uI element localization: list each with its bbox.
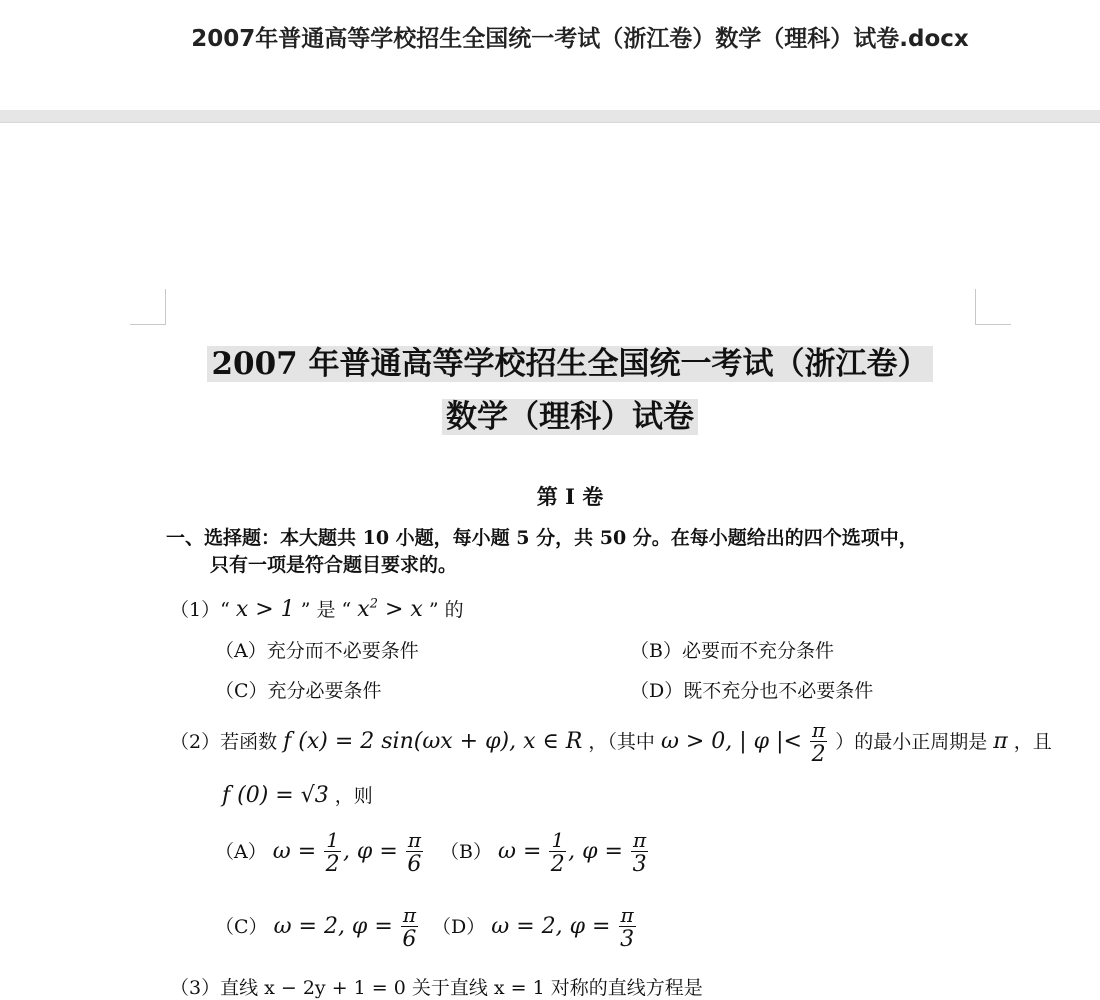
document-title-line2: 数学（理科）试卷 (0, 391, 1100, 436)
q1-option-d: （D）既不充分也不必要条件 (630, 680, 874, 702)
crop-mark-top-left (130, 289, 166, 325)
q2-tail-end: ，且 (1013, 731, 1052, 753)
q2-fraction-pi-over-2: $\frac{\pi}{2}$ (811, 718, 826, 767)
q1-mid: ” 是 “ (300, 599, 352, 621)
q2-note: ，（其中 (588, 731, 655, 753)
section-line2: 只有一项是符合题目要求的。 (210, 554, 458, 576)
question-1-stem (170, 595, 464, 622)
q2-tail: ）的最小正周期是 (835, 731, 988, 753)
q2-option-c: （C） ω = 2, φ = $\frac{\pi}{6}$ (215, 903, 417, 952)
q2-line2-end: ，则 (334, 785, 373, 807)
q2-function: f (x) = 2 sin(ωx + φ), x ∈ R (283, 729, 583, 754)
q2-prefix: （2）若函数 (170, 731, 278, 753)
q1-prefix: （1）“ (170, 599, 230, 621)
q1-option-c: （C）充分必要条件 (215, 680, 382, 702)
q2-option-d: （D） ω = 2, φ = $\frac{\pi}{3}$ (432, 903, 635, 952)
question-2-line2 (222, 781, 373, 808)
title-bar (0, 0, 1100, 110)
crop-mark-top-right (975, 289, 1011, 325)
question-3-stem: （3）直线 x − 2y + 1 = 0 关于直线 x = 1 对称的直线方程是 (170, 977, 703, 999)
section-line1: 一、选择题：本大题共 10 小题，每小题 5 分，共 50 分。在每小题给出的四个选项中， (166, 527, 918, 549)
q1-option-b: （B）必要而不充分条件 (630, 640, 834, 662)
q2-initial-condition: f (0) = √3 (222, 783, 329, 808)
q1-option-a: （A）充分而不必要条件 (215, 640, 419, 662)
page-gutter (0, 110, 1100, 123)
q2-option-a: （A） ω = $\frac{1}{2}$ , φ = $\frac{\pi}{6}$ (215, 828, 422, 877)
q2-option-b: （B） ω = $\frac{1}{2}$ , φ = $\frac{\pi}{3}$ (440, 828, 647, 877)
q1-suffix: ” 的 (428, 599, 464, 621)
question-2-stem (170, 720, 1052, 766)
part-heading: 第 I 卷 (536, 484, 604, 509)
q1-condition1: x > 1 (235, 597, 295, 622)
document-title-line1: 2007 年普通高等学校招生全国统一考试（浙江卷） (0, 338, 1100, 383)
q2-tail-pi: π (993, 729, 1008, 754)
q2-condition: ω > 0, | φ |< (660, 729, 802, 754)
document-page (0, 123, 1100, 999)
section-instructions (166, 525, 1006, 579)
document-filename: 2007年普通高等学校招生全国统一考试（浙江卷）数学（理科）试卷.docx (191, 26, 969, 52)
q1-condition2: $x^2 > x$ (357, 596, 423, 622)
